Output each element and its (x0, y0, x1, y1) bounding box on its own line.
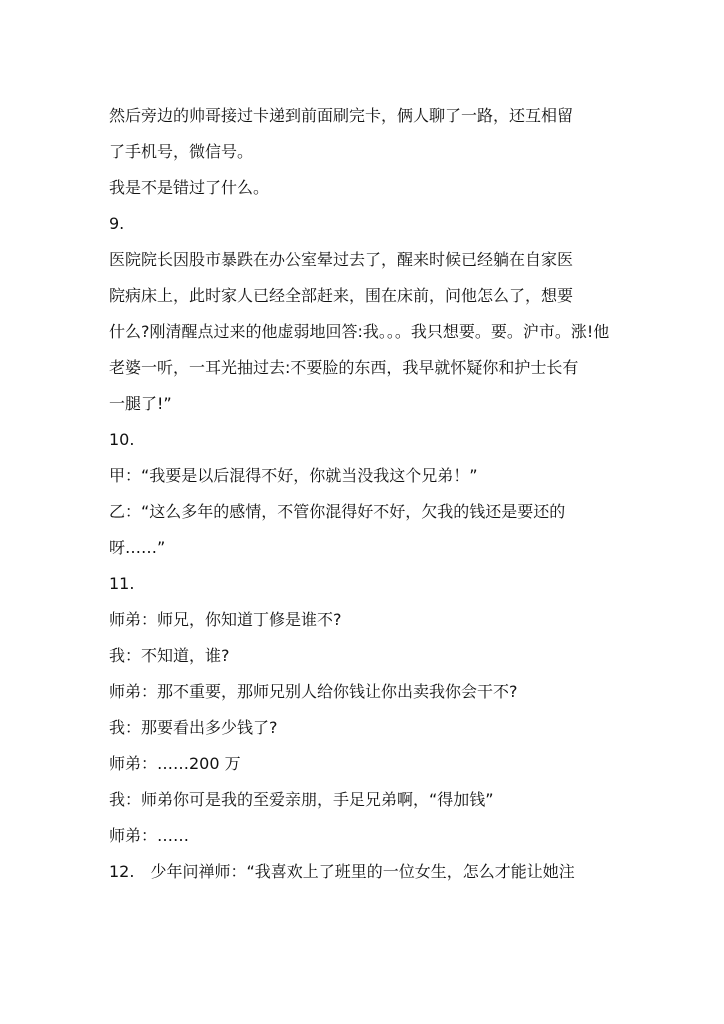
dialogue-line: 师弟：那不重要，那师兄别人给你钱让你出卖我你会干不? (109, 682, 518, 701)
text-line: 一腿了!” (109, 394, 172, 413)
text-line: 老婆一听，一耳光抽过去:不要脸的东西，我早就怀疑你和护士长有 (109, 358, 579, 377)
dialogue-line: 呀……” (109, 538, 166, 557)
dialogue-line: 甲：“我要是以后混得不好，你就当没我这个兄弟！” (109, 466, 478, 485)
item-number: 11. (109, 574, 135, 593)
dialogue-line: 师弟：师兄，你知道丁修是谁不? (109, 610, 342, 629)
item-number: 9. (109, 214, 125, 233)
dialogue-line: 乙：“这么多年的感情，不管你混得好不好，欠我的钱还是要还的 (109, 502, 566, 521)
dialogue-line: 我：那要看出多少钱了? (109, 718, 278, 737)
dialogue-line: 我：不知道，谁? (109, 646, 230, 665)
text-line: 12. 少年问禅师：“我喜欢上了班里的一位女生，怎么才能让她注 (109, 862, 575, 881)
text-line: 什么?刚清醒点过来的他虚弱地回答:我。。。我只想要。要。沪市。涨!他 (109, 322, 610, 341)
text-line: 了手机号，微信号。 (109, 142, 254, 161)
dialogue-line: 师弟：……200 万 (109, 754, 241, 773)
text-line: 我是不是错过了什么。 (109, 178, 270, 197)
text-line: 然后旁边的帅哥接过卡递到前面刷完卡，俩人聊了一路，还互相留 (109, 106, 574, 125)
text-line: 医院院长因股市暴跌在办公室晕过去了，醒来时候已经躺在自家医 (109, 250, 574, 269)
dialogue-line: 我：师弟你可是我的至爱亲朋，手足兄弟啊，“得加钱” (109, 790, 494, 809)
item-number: 10. (109, 430, 135, 449)
dialogue-line: 师弟：…… (109, 826, 190, 845)
document-body (109, 98, 624, 890)
text-line: 院病床上，此时家人已经全部赶来，围在床前，问他怎么了，想要 (109, 286, 574, 305)
